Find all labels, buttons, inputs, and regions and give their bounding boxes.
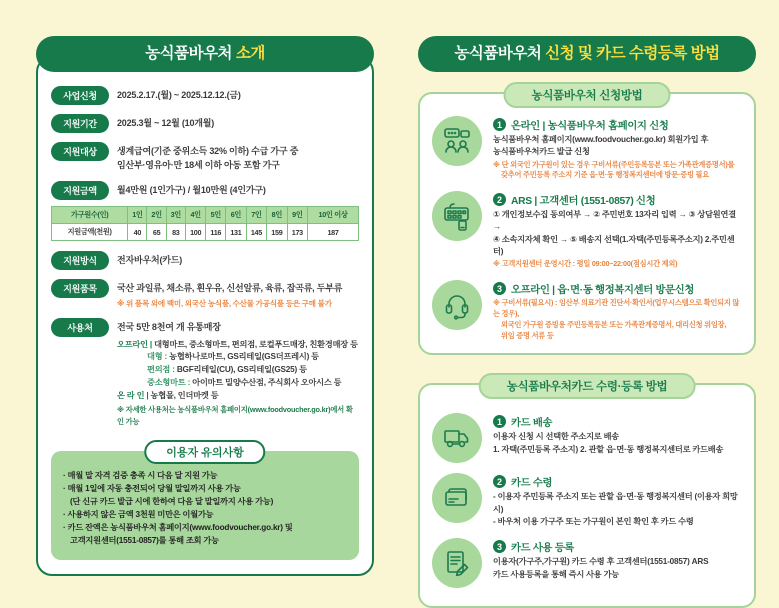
notice-item (63, 521, 347, 547)
apply-ars-title: ARS | 고객센터 (1551-0857) 신청 (511, 196, 656, 208)
intro-panel-body (36, 56, 374, 576)
val-1: 40 (128, 224, 147, 241)
step-number: 3 (493, 540, 506, 553)
note-line: 갖추어 주민등록 주소지 기준 읍·면·동 행정복지센터에 방문·증빙 필요 (501, 170, 709, 180)
row-label: 지원금액(천원) (52, 224, 128, 241)
notice-item (63, 482, 347, 508)
card-register-title: 카드 사용 등록 (511, 543, 575, 555)
step-number: 1 (493, 415, 506, 428)
convenience-label: 편의점 : (147, 365, 175, 375)
apply-methods-header: 농식품바우처 신청방법 (504, 82, 671, 108)
method-value: 전자바우처(카드) (117, 255, 183, 265)
apply-online-title-row (493, 117, 742, 132)
card-item-receive (432, 473, 742, 528)
card-receive-content (493, 473, 742, 528)
body-line: 이용자(가구주,가구원) 카드 수령 후 고객센터(1551-0857) ARS (493, 557, 709, 567)
badge-stores: 사용처 (51, 318, 109, 337)
val-7: 145 (246, 224, 266, 241)
large-text: 농협하나로마트, GS리테일(GS더프레시) 등 (169, 352, 319, 362)
items-value (117, 279, 342, 309)
card-methods-box (418, 383, 756, 608)
notice-item-text: 매월 말 자격 검증 충족 시 다음 달 지원 가능 (67, 470, 218, 480)
body-line: 이용자 신청 시 선택한 주소지로 배송 (493, 432, 620, 442)
badge-support-period: 지원기간 (51, 114, 109, 133)
body-line: - 이용자 주민등록 주소지 또는 관할 읍·면·동 행정복지센터 (이용자 희망 시) (493, 492, 738, 514)
eligibility-line1: 생계급여(기준 중위소득 32% 이하) 수급 가구 중 (117, 146, 299, 156)
notice-item-text: 매월 1일에 자동 충전되어 당월 말일까지 사용 가능 (67, 483, 241, 493)
step-number: 2 (493, 475, 506, 488)
apply-panel-title (418, 36, 756, 72)
note-line: ※ 구비서류(필요시) : 임산부 의료기관 진단서·확인서(업무시스템으로 확인되지 않는 경우), (493, 298, 740, 318)
card-receive-title: 카드 수령 (511, 478, 553, 490)
headset-icon (432, 280, 482, 330)
apply-offline-title: 오프라인 | 읍·면·동 행정복지센터 방문신청 (511, 285, 695, 297)
card-delivery-content (493, 413, 742, 456)
val-6: 131 (226, 224, 246, 241)
body-line: 1. 자택(주민등록 주소지) 2. 관할 읍·면·동 행정복지센터로 카드배송 (493, 444, 724, 454)
store-sub-small (147, 377, 359, 390)
amount-value: 월4만원 (1인가구) / 월10만원 (4인가구) (117, 185, 266, 195)
apply-ars-note (493, 259, 742, 270)
card-delivery-title-row (493, 414, 742, 429)
card-item-delivery (432, 413, 742, 463)
val-9: 173 (287, 224, 307, 241)
note-line: 외국인 가구원 증빙용 주민등록등본 또는 가족관계증명서, 대리신청 위임장, (501, 319, 727, 329)
apply-online-title: 온라인 | 농식품바우처 홈페이지 신청 (511, 121, 669, 132)
intro-panel-title (36, 36, 374, 72)
row-items (51, 279, 359, 309)
notice-list (63, 469, 347, 548)
stores-value: 전국 5만 8천여 개 유통매장 (117, 321, 221, 332)
large-label: 대형 : (147, 352, 168, 362)
amount-table (51, 206, 359, 241)
note-line: ※ 고객지원센터 운영시간 : 평일 09:00~22:00(점심시간 제외) (493, 259, 678, 269)
small-label: 중소형마트 : (147, 377, 191, 387)
card-methods-header: 농식품바우처카드 수령·등록 방법 (479, 373, 696, 399)
people-chat-icon (432, 116, 482, 166)
apply-ars-body (493, 209, 742, 258)
badge-apply-period: 사업신청 (51, 86, 109, 105)
title-prefix: 농식품바우처 (454, 45, 546, 62)
notice-item (63, 508, 347, 521)
notice-item-cont: 고객지원센터(1551-0857)를 통해 조회 가능 (70, 536, 219, 546)
online-line (117, 390, 359, 403)
step-number: 2 (493, 193, 506, 206)
amount-table-header-row (52, 207, 359, 224)
online-text: 농협몰, 인더마켓 등 (150, 390, 219, 400)
eligibility-line2: 임산부·영유아·만 18세 이하 아동 포함 가구 (117, 159, 280, 170)
user-notice-box (51, 446, 359, 560)
val-8: 159 (267, 224, 287, 241)
row-method (51, 251, 359, 270)
val-4: 100 (185, 224, 205, 241)
val-2: 65 (147, 224, 166, 241)
apply-online-content (493, 116, 742, 181)
stores-note: ※ 자세한 사용처는 농식품바우처 홈페이지(www.foodvoucher.go.kr)에서 확인 가능 (117, 405, 353, 426)
offline-text: 대형마트, 중소형마트, 편의점, 로컬푸드매장, 친환경매장 등 (154, 339, 358, 349)
row-support-period (51, 114, 359, 133)
col-3: 3인 (166, 207, 185, 224)
convenience-text: BGF리테일(CU), GS리테일(GS25) 등 (176, 365, 307, 375)
small-text: 아이마트 밀양수산점, 주식회사 오아시스 등 (192, 377, 342, 387)
store-sub-large (147, 351, 359, 364)
title-accent: 소개 (235, 45, 265, 62)
support-period-value: 2025.3월 ~ 12월 (10개월) (117, 118, 215, 128)
row-apply-period (51, 86, 359, 105)
document-pen-icon (432, 538, 482, 588)
apply-methods-box (418, 92, 756, 355)
val-10plus: 187 (308, 224, 359, 241)
badge-amount: 지원금액 (51, 181, 109, 200)
apply-item-online (432, 116, 742, 181)
col-7: 7인 (246, 207, 266, 224)
online-label: 온 라 인 | (117, 390, 149, 400)
note-line: ※ 단 외국인 가구원이 있는 경우 구비서류(주민등록등본 또는 가족관계증명서)를 (493, 159, 735, 169)
val-5: 116 (206, 224, 226, 241)
card-delivery-body (493, 431, 742, 456)
note-line: 위임 증명 서류 등 (501, 330, 554, 340)
col-9: 9인 (287, 207, 307, 224)
apply-item-ars (432, 191, 742, 270)
card-item-register (432, 538, 742, 588)
badge-method: 지원방식 (51, 251, 109, 270)
apply-panel (418, 36, 756, 608)
body-line: ④ 소속지자체 확인 → ⑤ 배송지 선택(1.자택(주민등록주소지) 2.주민센터) (493, 234, 735, 257)
apply-offline-title-row (493, 281, 742, 296)
col-4: 4인 (185, 207, 205, 224)
body-line: 농식품바우처카드 발급 신청 (493, 147, 590, 157)
body-line: - 바우처 이용 가구주 또는 가구원이 본인 확인 후 카드 수령 (493, 516, 694, 526)
card-icon (432, 473, 482, 523)
step-number: 1 (493, 118, 506, 131)
body-line: ① 개인정보수집 동의여부 → ② 주민번호 13자리 입력 → ③ 상담원연결 → (493, 210, 736, 232)
apply-ars-title-row (493, 192, 742, 207)
col-10plus: 10인 이상 (308, 207, 359, 224)
body-line: 카드 사용등록을 통해 즉시 사용 가능 (493, 569, 620, 579)
eligibility-value (117, 142, 298, 172)
apply-offline-content (493, 280, 742, 341)
apply-offline-note (493, 298, 742, 341)
step-number: 3 (493, 282, 506, 295)
badge-items: 지원품목 (51, 279, 109, 298)
badge-eligibility: 지원대상 (51, 142, 109, 161)
card-register-title-row (493, 539, 742, 554)
notice-item-cont: (단 신규 카드 발급 시에 한하여 다음 달 말일까지 사용 가능) (70, 497, 274, 507)
card-receive-title-row (493, 474, 742, 489)
apply-online-note (493, 160, 742, 182)
notice-item (63, 469, 347, 482)
title-prefix: 농식품바우처 (145, 45, 236, 62)
row-stores (51, 318, 359, 337)
val-3: 83 (166, 224, 185, 241)
col-6: 6인 (226, 207, 246, 224)
offline-line (117, 339, 359, 352)
card-receive-body (493, 491, 742, 528)
phone-keypad-icon (432, 191, 482, 241)
intro-panel (36, 36, 374, 608)
truck-icon (432, 413, 482, 463)
items-note: ※ 위 품목 외에 백미, 외국산 농식품, 수산물 가공식품 등은 구매 불가 (117, 298, 332, 308)
notice-item-text: 사용하지 않은 금액 3천원 미만은 이월가능 (67, 510, 214, 520)
col-1: 1인 (128, 207, 147, 224)
col-8: 8인 (267, 207, 287, 224)
title-accent: 신청 및 카드 수령등록 방법 (545, 45, 720, 62)
col-2: 2인 (147, 207, 166, 224)
row-amount (51, 181, 359, 200)
store-sub-convenience (147, 364, 359, 377)
items-line: 국산 과일류, 채소류, 흰우유, 신선알류, 육류, 잡곡류, 두부류 (117, 283, 343, 293)
apply-item-offline (432, 280, 742, 341)
notice-title: 이용자 유의사항 (144, 440, 265, 464)
offline-label: 오프라인 | (117, 339, 153, 349)
col-household: 가구원수(인) (52, 207, 128, 224)
body-line: 농식품바우처 홈페이지(www.foodvoucher.go.kr) 회원가입 후 (493, 135, 709, 144)
card-register-body (493, 556, 742, 581)
notice-item-text: 카드 잔액은 농식품바우처 홈페이지(www.foodvoucher.go.kr) 및 (67, 523, 293, 533)
amount-table-value-row (52, 224, 359, 241)
apply-online-body (493, 134, 742, 159)
stores-detail (117, 339, 359, 427)
col-5: 5인 (206, 207, 226, 224)
card-register-content (493, 538, 742, 581)
apply-ars-content (493, 191, 742, 270)
card-delivery-title: 카드 배송 (511, 418, 553, 430)
row-eligibility (51, 142, 359, 172)
apply-period-value: 2025.2.17.(월) ~ 2025.12.12.(금) (117, 90, 241, 100)
